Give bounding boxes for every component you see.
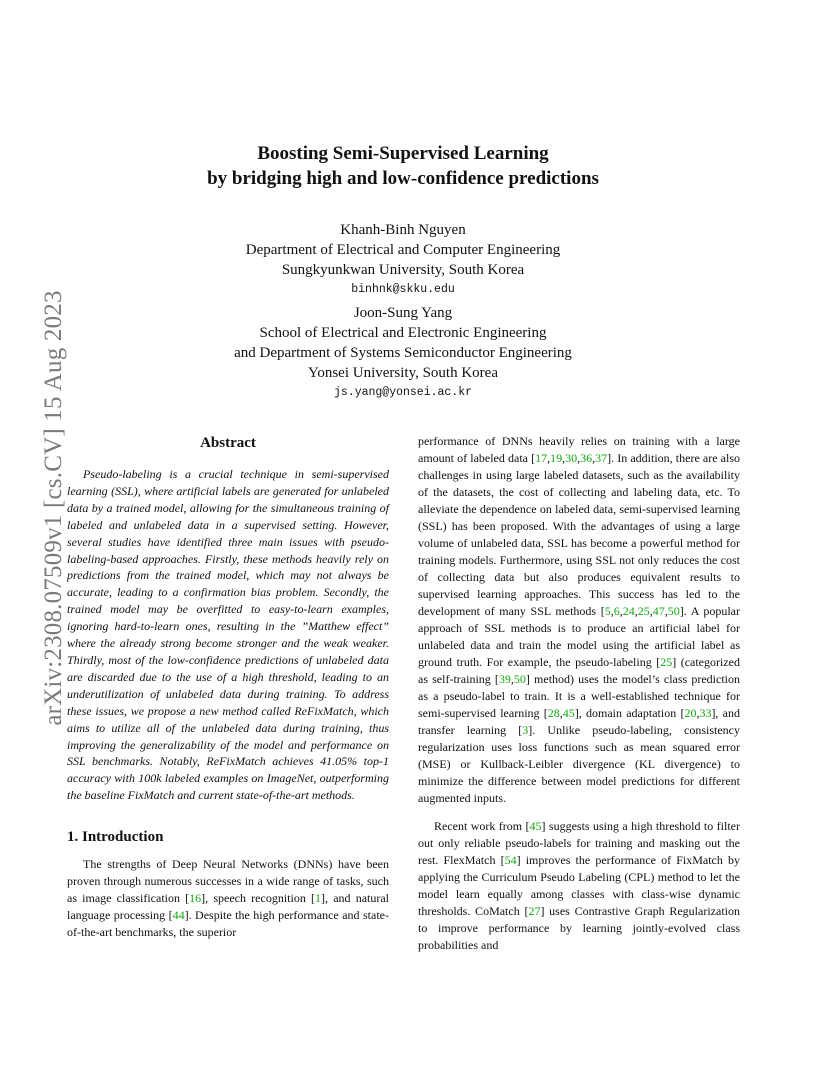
citation-link[interactable]: 25: [637, 604, 650, 618]
author-block-2: [120, 303, 686, 401]
arxiv-identifier: arXiv:2308.07509v1 [cs.CV] 15 Aug 2023: [40, 290, 67, 726]
author-email: js.yang@yonsei.ac.kr: [333, 386, 473, 399]
citation-link[interactable]: 25: [660, 655, 673, 669]
section-heading-introduction: 1. Introduction: [67, 829, 164, 846]
citation-link[interactable]: 30: [565, 451, 578, 465]
abstract-heading: Abstract: [200, 435, 256, 451]
citation-link[interactable]: 54: [504, 853, 517, 867]
author-affiliation: Sungkyunkwan University, South Korea: [281, 262, 525, 278]
citation-link[interactable]: 20: [684, 706, 697, 720]
citation-link[interactable]: 37: [595, 451, 608, 465]
author-block-1: [120, 220, 686, 298]
citation-link[interactable]: 19: [550, 451, 563, 465]
title-line-2: by bridging high and low-confidence predictions: [207, 168, 599, 189]
paper-title: [120, 141, 686, 191]
citation-link[interactable]: 5: [604, 604, 611, 618]
citation-link[interactable]: 6: [613, 604, 620, 618]
citation-link[interactable]: 44: [172, 908, 185, 923]
left-column: [67, 433, 389, 941]
citation-link[interactable]: 24: [622, 604, 635, 618]
author-email: binhnk@skku.edu: [351, 283, 455, 296]
citation-link[interactable]: 45: [529, 819, 542, 833]
intro-paragraph-1-continued: performance of DNNs heavily relies on training with a large amount of labeled data [17,19,30,36,37]. In addition, there are also challenges in using large labeled datasets, such as the availability of the datasets, the cost of collecting and labeling data, etc. To alleviate the dependence on labeled data, semi-supervised learning (SSL) has been proposed. With the advantages of using a large volume of unlabeled data, SSL has become a powerful method for training models. Furthermore, using SSL not only reduces the cost of collecting data but also produces equivalent results to supervised learning approaches. This success has led to the development of many SSL methods [5,6,24,25,47,50]. A popular approach of SSL methods is to produce an artificial label for unlabeled data and train the model using the artificial label as ground truth. For example, the pseudo-labeling [25] (categorized as self-training [39,50] method) uses the model’s class prediction as a pseudo-label to train. It is a well-established technique for semi-supervised learning [28,45], domain adaptation [20,33], and transfer learning [3]. Unlike pseudo-labeling, consistency regularization uses loss functions such as mean squared error (MSE) or Kullback-Leibler divergence (KL divergence) to minimize the difference between model predictions for different augmented inputs.: [418, 434, 741, 805]
author-affiliation: School of Electrical and Electronic Engineering: [259, 325, 547, 341]
citation-link[interactable]: 39: [498, 672, 511, 686]
citation-link[interactable]: 33: [699, 706, 712, 720]
author-affiliation: Yonsei University, South Korea: [308, 365, 498, 381]
citation-link[interactable]: 36: [580, 451, 593, 465]
author-name: Joon-Sung Yang: [353, 305, 453, 321]
title-line-1: Boosting Semi-Supervised Learning: [257, 143, 549, 164]
abstract-text: Pseudo-labeling is a crucial technique in semi-supervised learning (SSL), where artificial labels are generated for unlabeled data by a trained model, allowing for the simultaneous training of labeled and unlabeled data in a supervised setting. However, several studies have identified three main issues with pseudo-labeling-based approaches. Firstly, these methods heavily rely on predictions from the trained model, which may not always be accurate, leading to a confirmation bias problem. Secondly, the trained model may be overfitted to easy-to-learn examples, ignoring hard-to-learn ones, resulting in the ”Matthew effect” where the already strong become stronger and the weak weaker. Thirdly, most of the low-confidence predictions of unlabeled data are discarded due to the use of a high threshold, leading to an underutilization of unlabeled data during training. To address these issues, we propose a new method called ReFixMatch, which aims to utilize all of the unlabeled data during training, thus improving the generalizability of the model and performance on SSL benchmarks. Notably, ReFixMatch achieves 41.05% top-1 accuracy with 100k labeled examples on ImageNet, outperforming the baseline FixMatch and current state-of-the-art methods.: [67, 467, 389, 803]
author-affiliation: Department of Electrical and Computer Engineering: [245, 242, 561, 258]
author-affiliation: and Department of Systems Semiconductor Engineering: [234, 345, 572, 361]
citation-link[interactable]: 16: [189, 891, 202, 906]
citation-link[interactable]: 17: [535, 451, 548, 465]
citation-link[interactable]: 27: [528, 904, 541, 918]
author-name: Khanh-Binh Nguyen: [340, 222, 466, 238]
citation-link[interactable]: 50: [513, 672, 526, 686]
citation-link[interactable]: 1: [315, 891, 322, 906]
intro-paragraph-2: Recent work from [45] suggests using a high threshold to filter out only reliable pseudo-labels for training and masking out the rest. FlexMatch [54] improves the performance of FixMatch by applying the Curriculum Pseudo Labeling (CPL) method to let the model learn equally among classes with class-wise dynamic thresholds. CoMatch [27] uses Contrastive Graph Regularization to improve performance by learning jointly-evolved class probabilities and: [418, 819, 741, 952]
citation-link[interactable]: 3: [522, 723, 529, 737]
citation-link[interactable]: 50: [667, 604, 680, 618]
citation-link[interactable]: 28: [547, 706, 560, 720]
citation-link[interactable]: 47: [652, 604, 665, 618]
citation-link[interactable]: 45: [562, 706, 575, 720]
right-column: [418, 433, 740, 954]
intro-paragraph-1: The strengths of Deep Neural Networks (DNNs) have been proven through numerous successes in a wide range of tasks, such as image classification [16], speech recognition [1], and natural language processing [44]. Despite the high performance and state-of-the-art benchmarks, the superior: [67, 857, 390, 940]
